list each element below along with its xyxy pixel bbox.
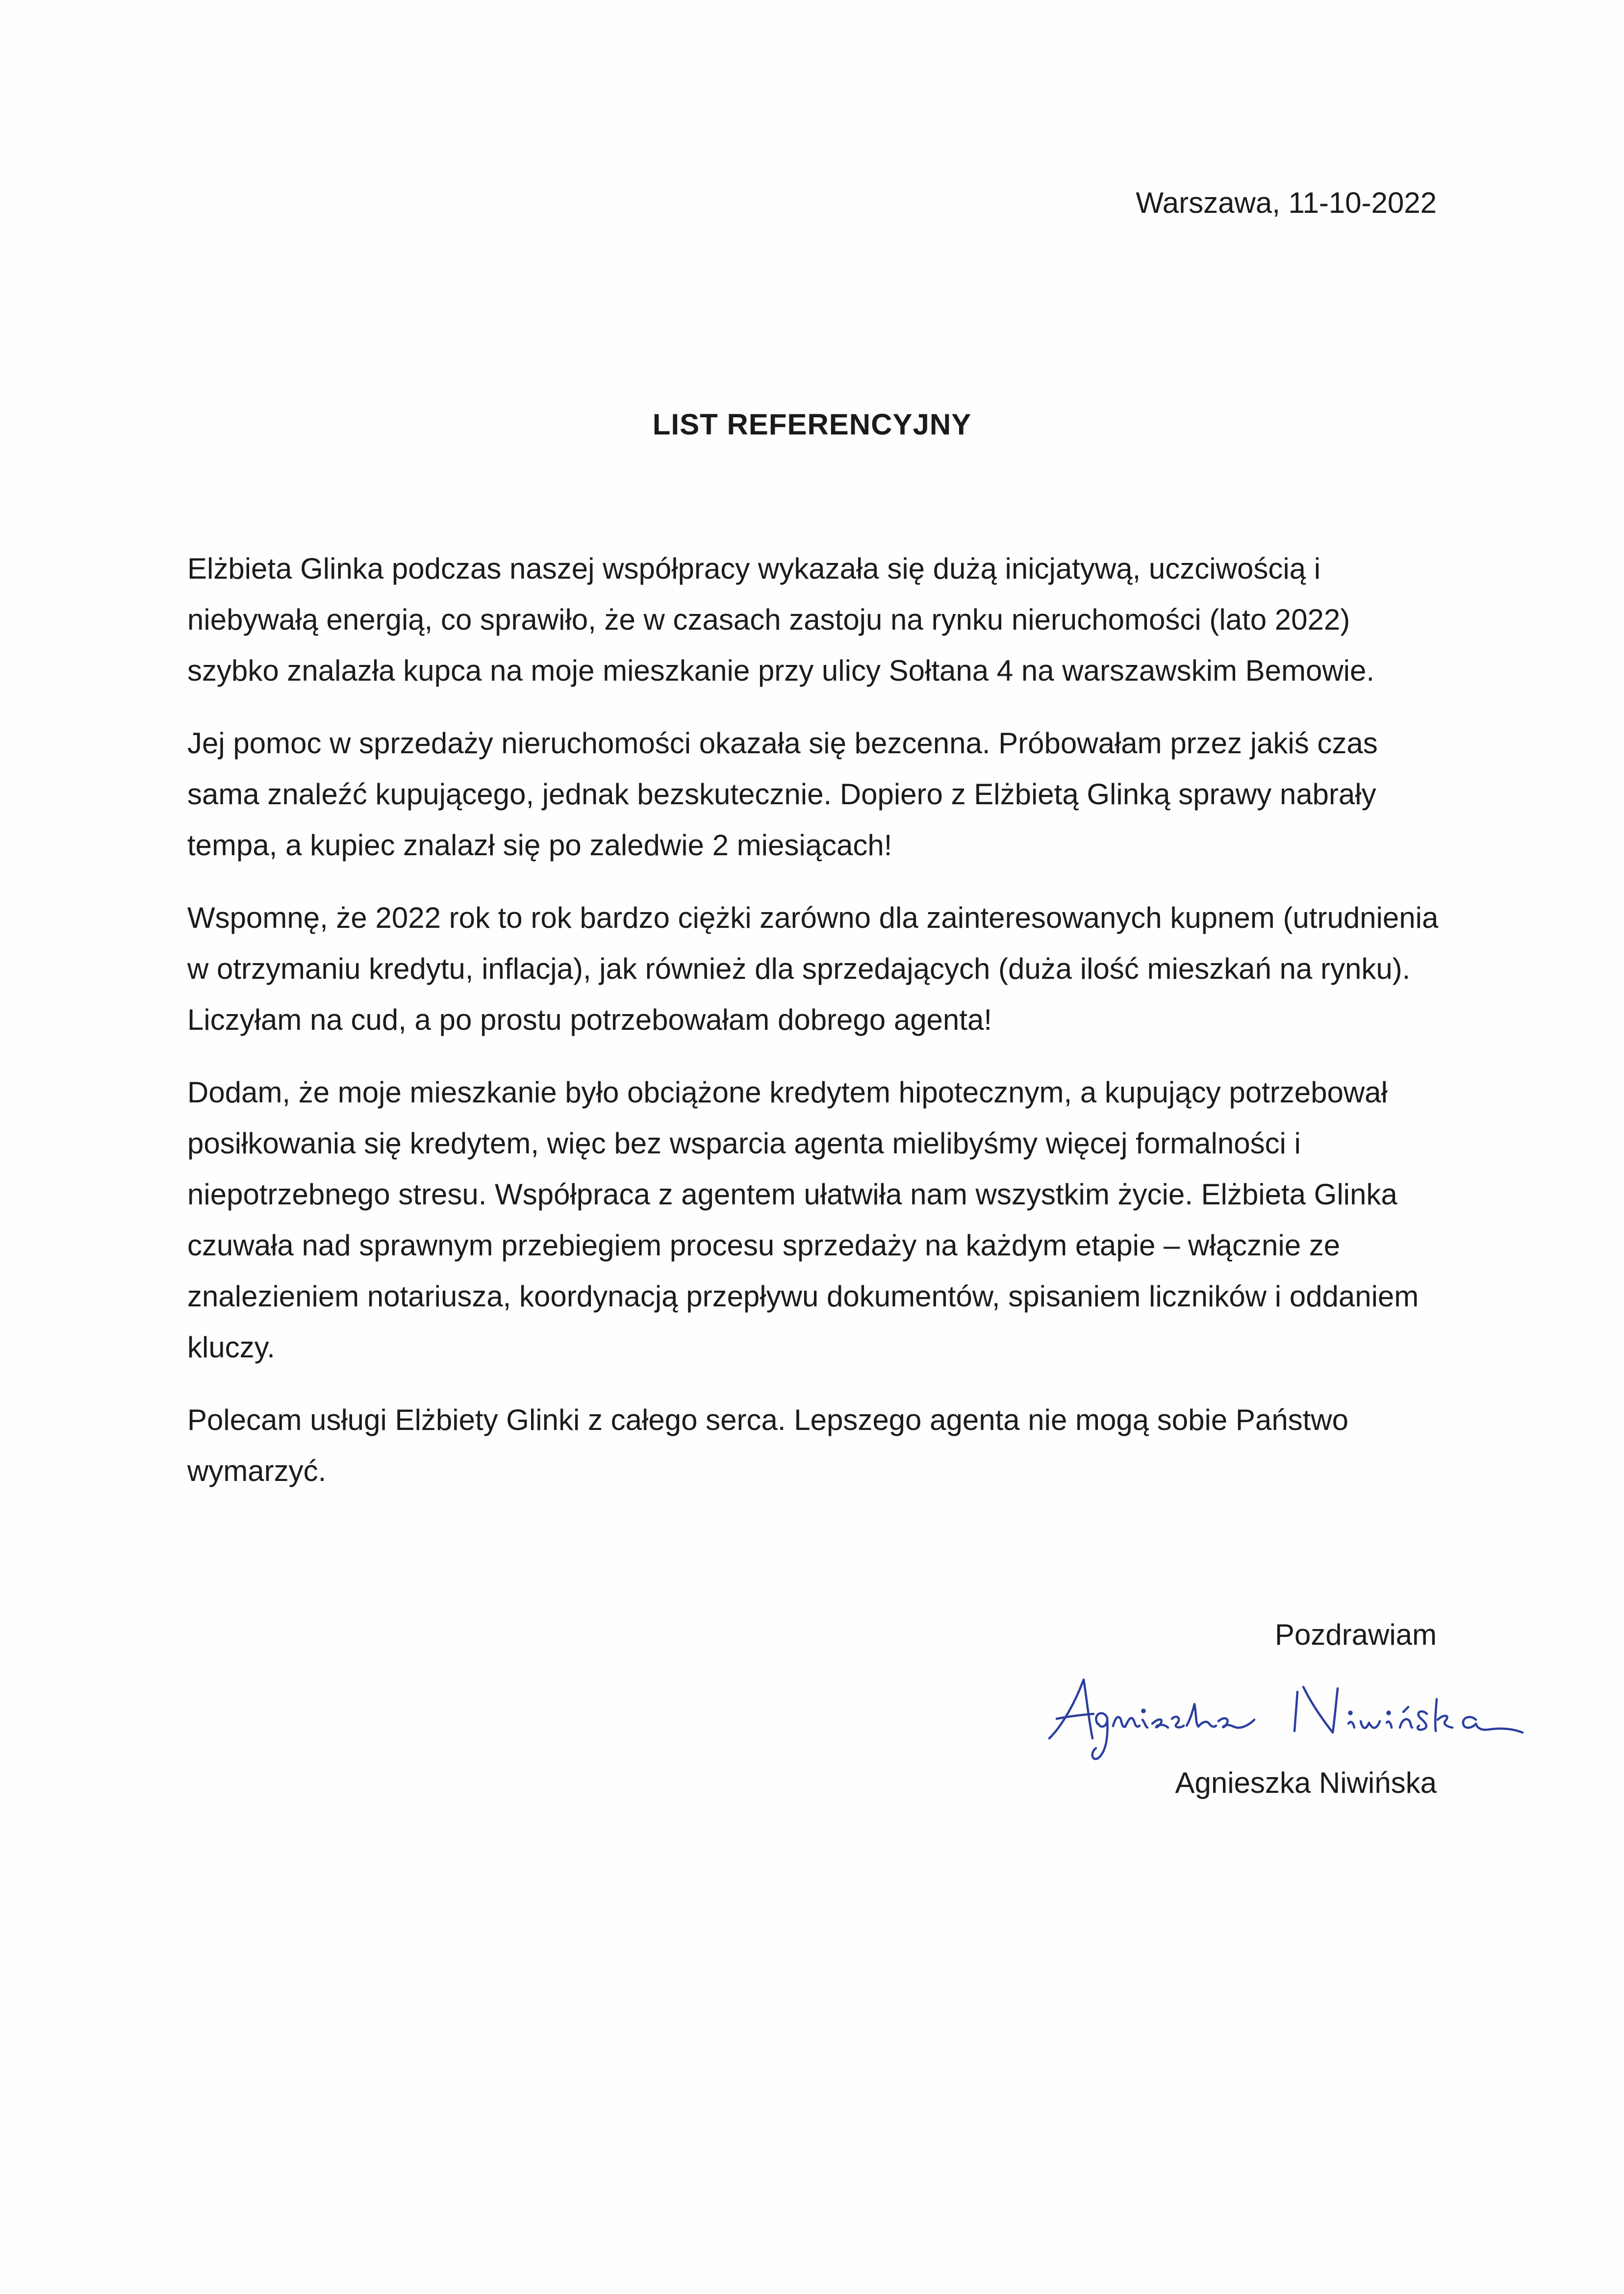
paragraph: Dodam, że moje mieszkanie było obciążone kredytem hipotecznym, a kupujący potrzebował posiłkowania się kredytem, więc bez wsparcia agenta mielibyśmy więcej formalności i niepotrzebnego stresu. Współpraca z agentem ułatwiła nam wszystkim życie. Elżbieta Glinka czuwała nad sprawnym przebiegiem procesu sprzedaży na każdym etapie – włącznie ze znalezieniem notariusza, koordynacją przepływu dokumentów, spisaniem liczników i oddaniem kluczy. <box>187 1076 1419 1364</box>
place-date: Warszawa, 11-10-2022 <box>1136 186 1437 219</box>
closing-greeting: Pozdrawiam <box>1274 1618 1437 1651</box>
signer-name: Agnieszka Niwińska <box>1175 1766 1437 1799</box>
paragraph: Wspomnę, że 2022 rok to rok bardzo ciężki zarówno dla zainteresowanych kupnem (utrudnienia w otrzymaniu kredytu, inflacja), jak również dla sprzedających (duża ilość mieszkań na rynku). Liczyłam na cud, a po prostu potrzebowałam dobrego agenta! <box>187 901 1439 1036</box>
paragraph: Jej pomoc w sprzedaży nieruchomości okazała się bezcenna. Próbowałam przez jakiś czas sama znaleźć kupującego, jednak bezskutecznie. Dopiero z Elżbietą Glinką sprawy nabrały tempa, a kupiec znalazł się po zaledwie 2 miesiącach! <box>187 727 1378 862</box>
handwritten-signature <box>1035 1665 1535 1765</box>
letter-title: LIST REFERENCYJNY <box>652 408 972 441</box>
paragraph: Polecam usługi Elżbiety Glinki z całego serca. Lepszego agenta nie mogą sobie Państwo wymarzyć. <box>187 1403 1349 1487</box>
letter-body <box>187 543 1443 1518</box>
paragraph: Elżbieta Glinka podczas naszej współpracy wykazała się dużą inicjatywą, uczciwością i niebywałą energią, co sprawiło, że w czasach zastoju na rynku nieruchomości (lato 2022) szybko znalazła kupca na moje mieszkanie przy ulicy Sołtana 4 na warszawskim Bemowie. <box>187 552 1375 687</box>
